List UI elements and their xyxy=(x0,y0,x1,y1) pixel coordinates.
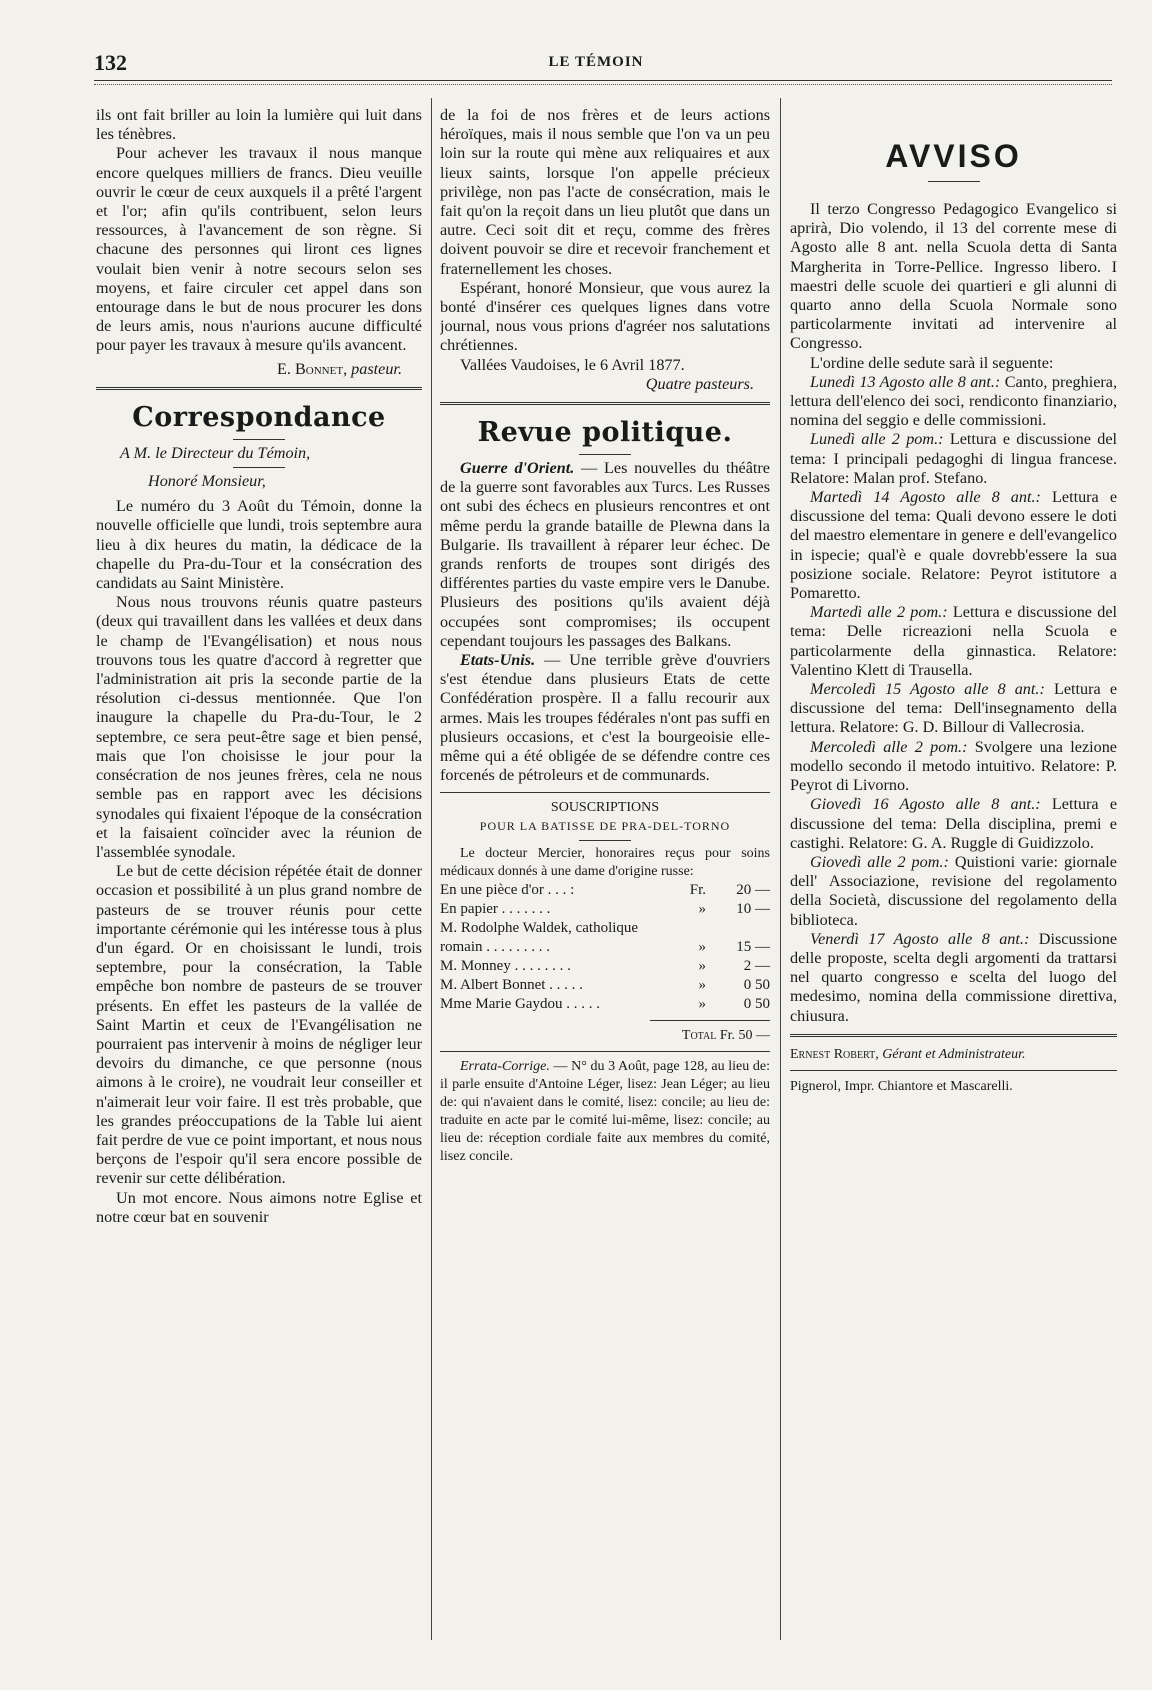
page-number: 132 xyxy=(94,50,127,75)
agenda-text: Lettura e discussione del tema: Dell'insegnamento della lettura. Relatore: G. D. Billour di Vallecrosia. xyxy=(790,680,1117,737)
subscription-currency: Fr. xyxy=(689,881,706,898)
paragraph: Il terzo Congresso Pedagogico Evangelico si aprirà, Dio volendo, il 13 del corrente mese di Agosto alle 8 ant. nella Scuola detta di Santa Margherita in Torre-Pellice. Ingresso libero. I maestri delle scuole dei quartieri e gli alunni di quarto anno della Scuola Normale sono particolarmente invitati ad intervenire al Congresso. xyxy=(790,200,1117,353)
section-rule xyxy=(96,387,422,390)
salutation: Honoré Monsieur, xyxy=(148,472,266,491)
place-date: Vallées Vaudoises, le 6 Avril 1877. xyxy=(460,355,685,374)
agenda-when: Lunedì 13 Agosto alle 8 ant.: xyxy=(810,372,1001,391)
agenda-when: Giovedì alle 2 pom.: xyxy=(810,852,949,871)
gerant-line xyxy=(790,1045,1117,1064)
signature xyxy=(96,360,402,379)
subscription-donor: M. Albert Bonnet . . . . . xyxy=(440,976,583,993)
column-1 xyxy=(96,106,422,1650)
paragraph: Le numéro du 3 Août du Témoin, donne la nouvelle officielle que lundi, trois septembre aura lieu à dix heures du matin, la dédicace de la chapelle du Pra-du-Tour et la consécration des candidats au Saint Ministère. xyxy=(96,497,422,593)
subscription-donor: romain . . . . . . . . . xyxy=(440,938,550,955)
paragraph: Pour achever les travaux il nous manque encore quelques milliers de francs. Dieu veuille ouvrir le cœur de ceux auxquels il a prêté l'argent et l'or; afin qu'ils contribuent, selon leurs ressources, à l'avancement de son règne. Si chacune des personnes qui liront ces lignes voulait bien venir à notre secours selon ses moyens, et faire circuler cet appel dans son entourage dans le but de nous procurer les dons de leurs amis, nous n'aurions aucune difficulté pour payer les travaux à mesure qu'ils avancent. xyxy=(96,144,422,355)
errata-heading: Errata-Corrige. xyxy=(460,1058,550,1074)
paragraph: ils ont fait briller au loin la lumière qui luit dans les ténèbres. xyxy=(96,106,422,144)
subscriptions-total xyxy=(440,1027,770,1045)
subscription-row xyxy=(440,957,770,976)
short-rule xyxy=(579,840,631,841)
agenda-when: Martedì 14 Agosto alle 8 ant.: xyxy=(810,488,1041,507)
subscription-amount: 0 50 xyxy=(743,995,770,1012)
paragraph: L'ordine delle sedute sarà il seguente: xyxy=(810,353,1054,372)
agenda-when: Venerdì 17 Agosto alle 8 ant.: xyxy=(810,929,1030,948)
header-rule xyxy=(94,80,1112,85)
errata-text: — N° du 3 Août, page 128, au lieu de: il parle ensuite d'Antoine Léger, lisez: Jean Léger; au lieu de: qui n'avaient dans le comité, lisez: concile; au lieu de: traduite en acte par le comité lui-même, lisez: concile; au lieu de: réception cordiale faite aux membres du comité, lisez concile. xyxy=(440,1058,770,1164)
subscriptions-title: SOUSCRIPTIONS xyxy=(550,799,660,815)
subscription-row xyxy=(440,900,770,919)
subscription-donor: M. Rodolphe Waldek, catholique xyxy=(440,919,639,936)
subscription-amount xyxy=(706,919,770,938)
paragraph: de la foi de nos frères et de leurs actions héroïques, mais il nous semble que l'on va un peu loin sur la route qui mène aux reliquaires et aux lieux saints, lorsque l'on appelle précieux privilège, non pas l'acte de consécration, mais le fait qu'on la reçoit dans un lieu plutôt que dans un autre. Ceci soit dit et reçu, comme des frères doivent pouvoir se dire et recevoir franchement et fraternellement les choses. xyxy=(440,106,770,278)
section-heading: Revue politique. xyxy=(477,417,733,449)
subscription-donor: En papier . . . . . . . xyxy=(440,900,551,917)
letter-signature: Quatre pasteurs. xyxy=(645,374,754,393)
subscription-amount: 0 50 xyxy=(743,976,770,993)
section-rule xyxy=(440,792,770,793)
agenda-text: Quistioni varie: giornale dell' Associazione, revisione del regolamento della Società, discussione del regolamento della biblioteca. xyxy=(790,852,1117,929)
subscription-row xyxy=(440,919,770,938)
agenda-text: Lettura e discussione del tema: I principali pedagoghi di lingua francese. Relatore: Malan prof. Stefano. xyxy=(790,430,1117,487)
agenda-item xyxy=(790,373,1117,431)
column-2 xyxy=(440,106,770,1650)
section-rule xyxy=(440,1051,770,1052)
paragraph: Le but de cette décision répétée était de donner occasion et possibilité à un plus grand nombre de pasteurs de se trouver réunis pour cette importante cérémonie qui les intéresse tous à plus d'un égard. Or en choisissant le lundi, trois septembre, pour la consécration, la Table empêche bon nombre de pasteurs de se trouver présents. En effet les pasteurs de la vallée de Saint Martin et ceux de l'Evangélisation ne pourraient pas intervenir à moins de négliger leur devoirs du dimanche, ce que personne (nous aimons à le croire), ne voudrait leur conseiller et n'aimerait leur voir faire. Il est très probable, que les grandes préoccupations de la Table lui aient fait perdre de vue ce point important, et nous nous berçons de l'espoir qu'il sera encore possible de revenir sur cette délibération. xyxy=(96,862,422,1188)
news-heading: Etats-Unis. xyxy=(460,651,536,670)
paragraph: Espérant, honoré Monsieur, que vous aurez la bonté d'insérer ces quelques lignes dans votre journal, nous vous prions d'agréer nos salutations chrétiennes. xyxy=(440,278,770,355)
subscription-currency: » xyxy=(698,900,706,917)
subscription-row xyxy=(440,995,770,1014)
total-label: Total xyxy=(681,1027,717,1043)
agenda-item xyxy=(790,603,1117,680)
agenda-text: Discussione delle proposte, scelta degli argomenti da trattarsi nel quarto congresso e scelta del luogo del medesimo, nomina della commissione direttiva, chiusura. xyxy=(790,929,1117,1025)
subscription-donor: Mme Marie Gaydou . . . . . xyxy=(440,995,600,1012)
agenda-when: Mercoledì 15 Agosto alle 8 ant.: xyxy=(810,680,1045,699)
news-item xyxy=(440,651,770,785)
short-rule xyxy=(233,439,285,440)
total-rule xyxy=(650,1020,770,1021)
subscription-currency: » xyxy=(698,938,706,955)
news-text: — Une terrible grève d'ouvriers s'est étendue dans plusieurs Etats de cette Confédération prospère. Il a fallu recourir aux armes. Mais les troupes fédérales n'ont pas suffi en plusieurs occasions, et c'est la bourgeoisie elle-même qui a été obligée de se défendre contre ces forcenés de pétroleurs et de communards. xyxy=(440,651,770,785)
agenda-item xyxy=(790,430,1117,488)
agenda-when: Martedì alle 2 pom.: xyxy=(810,603,948,622)
agenda-item xyxy=(790,680,1117,738)
column-3 xyxy=(790,106,1117,1650)
address-line: A M. le Directeur du Témoin, xyxy=(120,443,311,462)
footer-rule xyxy=(790,1070,1117,1071)
subscription-donor: En une pièce d'or . . . : xyxy=(440,881,575,898)
agenda-list xyxy=(790,373,1117,1026)
agenda-text: Lettura e discussione del tema: Quali devono essere le doti del maestro elementare in genere e dell'evangelico in ispecie; qual'è e quale dovrebb'essere la sua posizione sociale. Relatore: Peyrot istitutore a Pomaretto. xyxy=(790,488,1117,603)
gerant-role: Gérant et Administrateur. xyxy=(882,1046,1026,1062)
agenda-item xyxy=(790,738,1117,796)
short-rule xyxy=(233,467,285,468)
short-rule xyxy=(579,454,631,455)
agenda-text: Lettura e discussione del tema: Della disciplina, premi e castighi. Relatore: G. A. Ruggle di Guidizzolo. xyxy=(790,795,1117,852)
gerant-name: Ernest Robert, xyxy=(790,1046,879,1062)
footer-rule xyxy=(790,1034,1117,1037)
errata xyxy=(440,1058,770,1166)
column-divider xyxy=(431,98,432,1640)
agenda-item xyxy=(790,930,1117,1026)
subscriptions-subtitle: POUR LA BATISSE DE PRA-DEL-TORNO xyxy=(479,818,731,833)
page-header xyxy=(94,40,1098,74)
agenda-text: Svolgere una lezione modello secondo il metodo intuitivo. Relatore: P. Peyrot di Livorno. xyxy=(790,737,1117,795)
section-rule xyxy=(440,402,770,405)
total-value: Fr. 50 — xyxy=(719,1027,770,1043)
subscriptions-intro: Le docteur Mercier, honoraires reçus pour soins médicaux donnés à une dame d'origine russe: xyxy=(440,845,770,879)
subscription-amount: 10 — xyxy=(736,900,770,917)
section-heading: Correspondance xyxy=(132,401,386,433)
agenda-when: Mercoledì alle 2 pom.: xyxy=(810,737,968,756)
news-text: — Les nouvelles du théâtre de la guerre sont favorables aux Turcs. Les Russes ont subi des échecs en plusieurs rencontres et ont même perdu la grande bataille de Plewna dans la Bulgarie. Ils travaillent à réparer leur échec. De grands renforts de troupes sont dirigés des différentes parties du vaste empire vers le Danube. Plusieurs des positions qu'ils avaient déjà occupées sont compromises; ils occupent cependant toujours les passages des Balkans. xyxy=(440,459,770,650)
subscription-currency: » xyxy=(698,957,706,974)
short-rule xyxy=(928,181,980,182)
subscription-amount: 2 — xyxy=(743,957,770,974)
notice-title: AVVISO xyxy=(885,138,1022,174)
agenda-when: Lunedì alle 2 pom.: xyxy=(810,430,944,449)
subscriptions-table xyxy=(440,881,770,1014)
paragraph: Nous nous trouvons réunis quatre pasteurs (deux qui travaillent dans les vallées et deux dans le champ de l'Evangélisation) et nous nous trouvons tous les quatre d'accord à regretter que l'administration ait pris la seconde partie de la résolution ci-dessus mentionnée. Que l'on inaugure la chapelle du Pra-du-Tour, le 2 septembre, ce sera peut-être sage et bien pensé, mais que l'on choisisse le jour pour la consécration de nos jeunes frères, cela ne nous semble pas en rapport avec les décisions synodales qui fixaient l'époque de la consécration et la faisaient coïncider avec la réunion de l'assemblée synodale. xyxy=(96,593,422,861)
agenda-when: Giovedì 16 Agosto alle 8 ant.: xyxy=(810,795,1041,814)
subscription-amount: 20 — xyxy=(736,881,770,898)
signature-role: pasteur. xyxy=(351,359,402,378)
news-item xyxy=(440,459,770,651)
newspaper-title: LE TÉMOIN xyxy=(548,54,644,70)
agenda-text: Canto, preghiera, lettura dell'elenco dei soci, rendiconto finanziario, nomina del seggio e delle commissioni. xyxy=(790,372,1117,430)
subscription-row xyxy=(440,938,770,957)
agenda-text: Lettura e discussione del tema: Delle ricreazioni nella Scuola e particolarmente della ginnastica. Relatore: Valentino Klett di Trausella. xyxy=(790,603,1117,679)
subscription-currency xyxy=(686,919,706,938)
printer-line: Pignerol, Impr. Chiantore et Mascarelli. xyxy=(790,1078,1013,1094)
subscription-row xyxy=(440,881,770,900)
paragraph: Un mot encore. Nous aimons notre Eglise et notre cœur bat en souvenir xyxy=(96,1188,422,1226)
subscription-currency: » xyxy=(698,976,706,993)
news-heading: Guerre d'Orient. xyxy=(460,459,575,478)
subscription-amount: 15 — xyxy=(736,938,770,955)
agenda-item xyxy=(790,488,1117,603)
subscription-donor: M. Monney . . . . . . . . xyxy=(440,957,571,974)
column-divider xyxy=(780,98,781,1640)
signature-name: E. Bonnet, xyxy=(277,359,348,378)
subscription-currency: » xyxy=(698,995,706,1012)
agenda-item xyxy=(790,795,1117,853)
subscription-row xyxy=(440,976,770,995)
agenda-item xyxy=(790,853,1117,930)
